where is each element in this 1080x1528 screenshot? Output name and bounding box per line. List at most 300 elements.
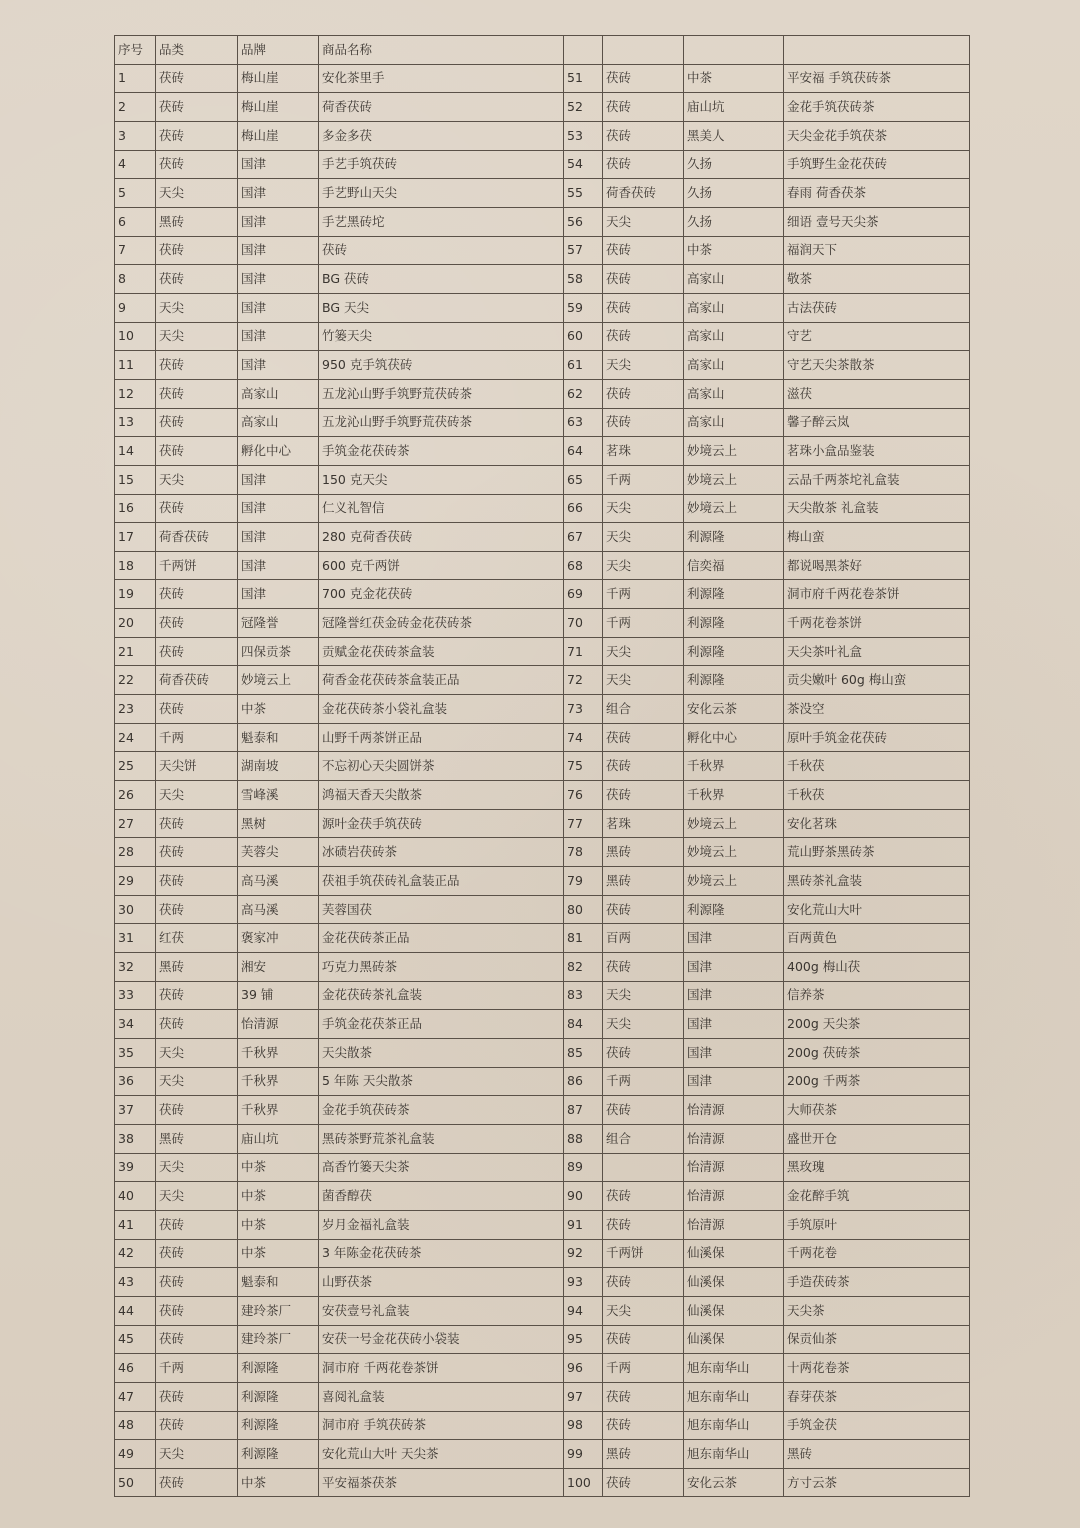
product-name-cell: 天尖散茶 礼盒装 — [784, 494, 970, 523]
table-row — [115, 465, 970, 494]
index-cell: 37 — [115, 1096, 156, 1125]
index-cell: 56 — [564, 207, 603, 236]
index-cell: 28 — [115, 838, 156, 867]
product-name-cell: 手筑金花茯茶正品 — [319, 1010, 564, 1039]
index-cell: 24 — [115, 723, 156, 752]
product-name-cell: 千两花卷茶饼 — [784, 609, 970, 638]
index-cell: 31 — [115, 924, 156, 953]
index-cell: 3 — [115, 121, 156, 150]
product-name-cell: 200g 茯砖茶 — [784, 1038, 970, 1067]
product-name-cell: 手筑金花茯砖茶 — [319, 437, 564, 466]
index-cell: 91 — [564, 1210, 603, 1239]
brand-cell: 国津 — [684, 1067, 784, 1096]
product-name-cell: 千秋茯 — [784, 781, 970, 810]
category-cell: 天尖 — [156, 1038, 238, 1067]
category-cell: 千两 — [603, 580, 684, 609]
product-name-cell: 茯砖 — [319, 236, 564, 265]
table-row — [115, 953, 970, 982]
brand-cell: 湖南坡 — [238, 752, 319, 781]
product-name-cell: 平安福茶茯茶 — [319, 1468, 564, 1497]
category-cell: 天尖 — [156, 322, 238, 351]
category-cell: 天尖 — [603, 1010, 684, 1039]
brand-cell: 利源隆 — [684, 523, 784, 552]
category-cell: 茯砖 — [156, 1268, 238, 1297]
product-name-cell: 金花茯砖茶正品 — [319, 924, 564, 953]
product-name-cell: 不忘初心天尖圆饼茶 — [319, 752, 564, 781]
category-cell: 千两 — [156, 1354, 238, 1383]
product-name-cell: 金花茯砖茶礼盒装 — [319, 981, 564, 1010]
index-cell: 65 — [564, 465, 603, 494]
category-cell: 茯砖 — [156, 809, 238, 838]
product-name-cell: 200g 天尖茶 — [784, 1010, 970, 1039]
category-cell: 茗珠 — [603, 437, 684, 466]
category-cell: 茯砖 — [156, 379, 238, 408]
table-row — [115, 924, 970, 953]
index-cell: 71 — [564, 637, 603, 666]
brand-cell: 久扬 — [684, 150, 784, 179]
column-header: 序号 — [115, 36, 156, 65]
table-row — [115, 494, 970, 523]
index-cell: 82 — [564, 953, 603, 982]
index-cell: 55 — [564, 179, 603, 208]
brand-cell: 旭东南华山 — [684, 1411, 784, 1440]
brand-cell: 怡清源 — [684, 1096, 784, 1125]
brand-cell: 利源隆 — [684, 637, 784, 666]
category-cell: 茯砖 — [603, 265, 684, 294]
table-row — [115, 408, 970, 437]
product-name-cell: 600 克千两饼 — [319, 551, 564, 580]
product-name-cell: 手造茯砖茶 — [784, 1268, 970, 1297]
category-cell: 百两 — [603, 924, 684, 953]
brand-cell: 梅山崖 — [238, 121, 319, 150]
column-header: 品牌 — [238, 36, 319, 65]
category-cell: 千两 — [603, 465, 684, 494]
brand-cell: 旭东南华山 — [684, 1440, 784, 1469]
product-name-cell: 黑砖 — [784, 1440, 970, 1469]
table-row — [115, 809, 970, 838]
index-cell: 17 — [115, 523, 156, 552]
category-cell: 茯砖 — [156, 1411, 238, 1440]
table-row — [115, 752, 970, 781]
product-name-cell: 金花手筑茯砖茶 — [784, 93, 970, 122]
product-name-cell: 细语 壹号天尖茶 — [784, 207, 970, 236]
brand-cell: 高家山 — [684, 265, 784, 294]
product-name-cell: 天尖茶 — [784, 1296, 970, 1325]
index-cell: 72 — [564, 666, 603, 695]
index-cell: 87 — [564, 1096, 603, 1125]
category-cell: 茯砖 — [156, 1296, 238, 1325]
category-cell: 茯砖 — [156, 121, 238, 150]
brand-cell: 高家山 — [238, 408, 319, 437]
category-cell: 茯砖 — [156, 1096, 238, 1125]
column-header — [784, 36, 970, 65]
category-cell: 茯砖 — [156, 1382, 238, 1411]
product-name-cell: 菌香醇茯 — [319, 1182, 564, 1211]
brand-cell: 国津 — [238, 494, 319, 523]
brand-cell: 中茶 — [238, 1468, 319, 1497]
category-cell: 黑砖 — [603, 867, 684, 896]
index-cell: 92 — [564, 1239, 603, 1268]
category-cell: 茯砖 — [156, 1010, 238, 1039]
column-header — [603, 36, 684, 65]
index-cell: 29 — [115, 867, 156, 896]
index-cell: 58 — [564, 265, 603, 294]
product-name-cell: 安化茗珠 — [784, 809, 970, 838]
brand-cell: 怡清源 — [684, 1182, 784, 1211]
category-cell: 组合 — [603, 1124, 684, 1153]
product-name-cell: 都说喝黑茶好 — [784, 551, 970, 580]
category-cell: 天尖 — [156, 781, 238, 810]
category-cell: 天尖 — [603, 981, 684, 1010]
category-cell: 茯砖 — [156, 150, 238, 179]
category-cell: 茯砖 — [603, 93, 684, 122]
brand-cell: 魁泰和 — [238, 723, 319, 752]
index-cell: 86 — [564, 1067, 603, 1096]
brand-cell: 四保贡茶 — [238, 637, 319, 666]
product-name-cell: 150 克天尖 — [319, 465, 564, 494]
product-name-cell: 280 克荷香茯砖 — [319, 523, 564, 552]
brand-cell: 怡清源 — [684, 1210, 784, 1239]
index-cell: 54 — [564, 150, 603, 179]
product-name-cell: 茶没空 — [784, 695, 970, 724]
product-name-cell: 馨子醉云岚 — [784, 408, 970, 437]
product-name-cell: 鸿福天香天尖散茶 — [319, 781, 564, 810]
index-cell: 77 — [564, 809, 603, 838]
product-name-cell: 源叶金茯手筑茯砖 — [319, 809, 564, 838]
category-cell: 千两 — [156, 723, 238, 752]
category-cell: 茯砖 — [603, 1382, 684, 1411]
index-cell: 32 — [115, 953, 156, 982]
product-name-cell: 滋茯 — [784, 379, 970, 408]
brand-cell: 信奕福 — [684, 551, 784, 580]
category-cell: 茯砖 — [603, 781, 684, 810]
product-name-cell: 五龙沁山野手筑野荒茯砖茶 — [319, 379, 564, 408]
product-name-cell: 3 年陈金花茯砖茶 — [319, 1239, 564, 1268]
brand-cell: 千秋界 — [238, 1096, 319, 1125]
brand-cell: 千秋界 — [684, 752, 784, 781]
brand-cell: 高家山 — [684, 322, 784, 351]
table-row — [115, 1411, 970, 1440]
category-cell: 茯砖 — [156, 867, 238, 896]
brand-cell: 国津 — [684, 981, 784, 1010]
category-cell: 茯砖 — [156, 1468, 238, 1497]
brand-cell: 湘安 — [238, 953, 319, 982]
table-row — [115, 93, 970, 122]
category-cell: 茯砖 — [603, 1182, 684, 1211]
index-cell: 5 — [115, 179, 156, 208]
category-cell: 黑砖 — [603, 1440, 684, 1469]
brand-cell: 怡清源 — [684, 1153, 784, 1182]
index-cell: 93 — [564, 1268, 603, 1297]
category-cell: 茯砖 — [603, 1325, 684, 1354]
brand-cell: 安化云茶 — [684, 695, 784, 724]
index-cell: 66 — [564, 494, 603, 523]
product-name-cell: 五龙沁山野手筑野荒茯砖茶 — [319, 408, 564, 437]
category-cell: 天尖 — [156, 1067, 238, 1096]
index-cell: 49 — [115, 1440, 156, 1469]
category-cell: 千两饼 — [156, 551, 238, 580]
brand-cell: 中茶 — [238, 1153, 319, 1182]
product-name-cell: 安化荒山大叶 — [784, 895, 970, 924]
index-cell: 15 — [115, 465, 156, 494]
category-cell: 茯砖 — [603, 1268, 684, 1297]
category-cell — [603, 1153, 684, 1182]
table-row — [115, 379, 970, 408]
table-row — [115, 838, 970, 867]
brand-cell: 国津 — [238, 580, 319, 609]
column-header: 商品名称 — [319, 36, 564, 65]
category-cell: 茯砖 — [156, 580, 238, 609]
product-name-cell: BG 茯砖 — [319, 265, 564, 294]
product-name-cell: 200g 千两茶 — [784, 1067, 970, 1096]
index-cell: 2 — [115, 93, 156, 122]
brand-cell: 旭东南华山 — [684, 1354, 784, 1383]
category-cell: 荷香茯砖 — [603, 179, 684, 208]
category-cell: 茯砖 — [156, 637, 238, 666]
product-name-cell: BG 天尖 — [319, 293, 564, 322]
index-cell: 41 — [115, 1210, 156, 1239]
index-cell: 34 — [115, 1010, 156, 1039]
category-cell: 黑砖 — [156, 953, 238, 982]
category-cell: 茯砖 — [603, 150, 684, 179]
product-name-cell: 茯祖手筑茯砖礼盒装正品 — [319, 867, 564, 896]
product-name-cell: 金花手筑茯砖茶 — [319, 1096, 564, 1125]
table-row — [115, 781, 970, 810]
category-cell: 茯砖 — [603, 752, 684, 781]
product-name-cell: 千两花卷 — [784, 1239, 970, 1268]
table-row — [115, 150, 970, 179]
category-cell: 天尖 — [603, 207, 684, 236]
product-name-cell: 巧克力黑砖茶 — [319, 953, 564, 982]
category-cell: 茯砖 — [603, 121, 684, 150]
index-cell: 79 — [564, 867, 603, 896]
product-name-cell: 洞市府千两花卷茶饼 — [784, 580, 970, 609]
product-name-cell: 天尖金花手筑茯茶 — [784, 121, 970, 150]
brand-cell: 久扬 — [684, 207, 784, 236]
index-cell: 27 — [115, 809, 156, 838]
brand-cell: 高家山 — [684, 293, 784, 322]
brand-cell: 高家山 — [684, 408, 784, 437]
product-name-cell: 安化荒山大叶 天尖茶 — [319, 1440, 564, 1469]
index-cell: 7 — [115, 236, 156, 265]
product-name-cell: 盛世开仓 — [784, 1124, 970, 1153]
table-row — [115, 1096, 970, 1125]
brand-cell: 中茶 — [238, 1182, 319, 1211]
index-cell: 26 — [115, 781, 156, 810]
brand-cell: 妙境云上 — [684, 809, 784, 838]
brand-cell: 高马溪 — [238, 895, 319, 924]
index-cell: 74 — [564, 723, 603, 752]
table-row — [115, 1468, 970, 1497]
index-cell: 25 — [115, 752, 156, 781]
product-name-cell: 信养茶 — [784, 981, 970, 1010]
index-cell: 68 — [564, 551, 603, 580]
category-cell: 茯砖 — [156, 64, 238, 93]
category-cell: 天尖 — [603, 351, 684, 380]
product-name-cell: 冰碛岩茯砖茶 — [319, 838, 564, 867]
index-cell: 84 — [564, 1010, 603, 1039]
brand-cell: 妙境云上 — [684, 867, 784, 896]
category-cell: 茯砖 — [156, 93, 238, 122]
table-row — [115, 580, 970, 609]
product-name-cell: 金花茯砖茶小袋礼盒装 — [319, 695, 564, 724]
table-row — [115, 1153, 970, 1182]
brand-cell: 利源隆 — [238, 1382, 319, 1411]
category-cell: 茯砖 — [603, 1096, 684, 1125]
product-name-cell: 安茯一号金花茯砖小袋装 — [319, 1325, 564, 1354]
index-cell: 47 — [115, 1382, 156, 1411]
index-cell: 8 — [115, 265, 156, 294]
index-cell: 88 — [564, 1124, 603, 1153]
category-cell: 天尖 — [603, 523, 684, 552]
brand-cell: 梅山崖 — [238, 64, 319, 93]
table-row — [115, 1210, 970, 1239]
brand-cell: 妙境云上 — [684, 838, 784, 867]
brand-cell: 高马溪 — [238, 867, 319, 896]
index-cell: 69 — [564, 580, 603, 609]
table-row — [115, 609, 970, 638]
brand-cell: 国津 — [238, 322, 319, 351]
product-name-cell: 5 年陈 天尖散茶 — [319, 1067, 564, 1096]
category-cell: 千两 — [603, 609, 684, 638]
brand-cell: 千秋界 — [238, 1067, 319, 1096]
index-cell: 53 — [564, 121, 603, 150]
index-cell: 36 — [115, 1067, 156, 1096]
product-name-cell: 荷香茯砖 — [319, 93, 564, 122]
category-cell: 千两 — [603, 1354, 684, 1383]
product-name-cell: 安化茶里手 — [319, 64, 564, 93]
category-cell: 茯砖 — [156, 895, 238, 924]
index-cell: 40 — [115, 1182, 156, 1211]
table-row — [115, 1239, 970, 1268]
product-name-cell: 大师茯茶 — [784, 1096, 970, 1125]
brand-cell: 国津 — [238, 293, 319, 322]
index-cell: 90 — [564, 1182, 603, 1211]
brand-cell: 妙境云上 — [684, 494, 784, 523]
category-cell: 天尖 — [603, 1296, 684, 1325]
brand-cell: 利源隆 — [684, 580, 784, 609]
brand-cell: 孵化中心 — [684, 723, 784, 752]
index-cell: 83 — [564, 981, 603, 1010]
brand-cell: 仙溪保 — [684, 1268, 784, 1297]
category-cell: 茯砖 — [603, 895, 684, 924]
category-cell: 茯砖 — [156, 1239, 238, 1268]
table-row — [115, 1268, 970, 1297]
table-row — [115, 695, 970, 724]
table-row — [115, 637, 970, 666]
brand-cell: 庙山坑 — [684, 93, 784, 122]
brand-cell: 中茶 — [684, 64, 784, 93]
brand-cell: 国津 — [238, 551, 319, 580]
brand-cell: 中茶 — [238, 1239, 319, 1268]
brand-cell: 千秋界 — [684, 781, 784, 810]
product-name-cell: 黑砖茶礼盒装 — [784, 867, 970, 896]
table-row — [115, 121, 970, 150]
brand-cell: 高家山 — [238, 379, 319, 408]
category-cell: 茯砖 — [603, 408, 684, 437]
category-cell: 茯砖 — [156, 838, 238, 867]
category-cell: 茗珠 — [603, 809, 684, 838]
index-cell: 22 — [115, 666, 156, 695]
table-row — [115, 1354, 970, 1383]
category-cell: 天尖 — [156, 1182, 238, 1211]
index-cell: 63 — [564, 408, 603, 437]
brand-cell: 国津 — [684, 1010, 784, 1039]
brand-cell: 国津 — [684, 953, 784, 982]
product-name-cell: 手艺野山天尖 — [319, 179, 564, 208]
brand-cell: 怡清源 — [684, 1124, 784, 1153]
brand-cell: 魁泰和 — [238, 1268, 319, 1297]
brand-cell: 中茶 — [684, 236, 784, 265]
category-cell: 天尖 — [156, 293, 238, 322]
category-cell: 天尖 — [603, 637, 684, 666]
table-row — [115, 236, 970, 265]
product-name-cell: 芙蓉国茯 — [319, 895, 564, 924]
brand-cell: 中茶 — [238, 1210, 319, 1239]
product-name-cell: 手艺手筑茯砖 — [319, 150, 564, 179]
index-cell: 67 — [564, 523, 603, 552]
product-name-cell: 手筑金茯 — [784, 1411, 970, 1440]
brand-cell: 利源隆 — [684, 666, 784, 695]
product-name-cell: 守艺天尖茶散茶 — [784, 351, 970, 380]
brand-cell: 利源隆 — [238, 1440, 319, 1469]
product-name-cell: 洞市府 手筑茯砖茶 — [319, 1411, 564, 1440]
category-cell: 茯砖 — [156, 351, 238, 380]
brand-cell: 建玲茶厂 — [238, 1296, 319, 1325]
product-name-cell: 多金多茯 — [319, 121, 564, 150]
index-cell: 21 — [115, 637, 156, 666]
table-row — [115, 64, 970, 93]
column-header — [684, 36, 784, 65]
category-cell: 红茯 — [156, 924, 238, 953]
product-name-cell: 梅山蛮 — [784, 523, 970, 552]
table-row — [115, 723, 970, 752]
brand-cell: 安化云茶 — [684, 1468, 784, 1497]
product-name-cell: 700 克金花茯砖 — [319, 580, 564, 609]
column-header — [564, 36, 603, 65]
index-cell: 39 — [115, 1153, 156, 1182]
table-row — [115, 1067, 970, 1096]
brand-cell: 庙山坑 — [238, 1124, 319, 1153]
index-cell: 48 — [115, 1411, 156, 1440]
brand-cell: 国津 — [238, 236, 319, 265]
product-name-cell: 古法茯砖 — [784, 293, 970, 322]
table-row — [115, 1296, 970, 1325]
brand-cell: 利源隆 — [684, 609, 784, 638]
index-cell: 18 — [115, 551, 156, 580]
index-cell: 59 — [564, 293, 603, 322]
index-cell: 43 — [115, 1268, 156, 1297]
index-cell: 80 — [564, 895, 603, 924]
table-row — [115, 981, 970, 1010]
product-name-cell: 手筑原叶 — [784, 1210, 970, 1239]
table-row — [115, 1382, 970, 1411]
brand-cell: 国津 — [238, 207, 319, 236]
product-name-cell: 950 克手筑茯砖 — [319, 351, 564, 380]
index-cell: 1 — [115, 64, 156, 93]
index-cell: 75 — [564, 752, 603, 781]
brand-cell: 褒家冲 — [238, 924, 319, 953]
category-cell: 黑砖 — [156, 207, 238, 236]
brand-cell: 中茶 — [238, 695, 319, 724]
table-row — [115, 867, 970, 896]
index-cell: 42 — [115, 1239, 156, 1268]
product-name-cell: 春雨 荷香茯茶 — [784, 179, 970, 208]
product-name-cell: 黑玫瑰 — [784, 1153, 970, 1182]
index-cell: 60 — [564, 322, 603, 351]
product-name-cell: 贡尖嫩叶 60g 梅山蛮 — [784, 666, 970, 695]
product-name-cell: 云品千两茶坨礼盒装 — [784, 465, 970, 494]
